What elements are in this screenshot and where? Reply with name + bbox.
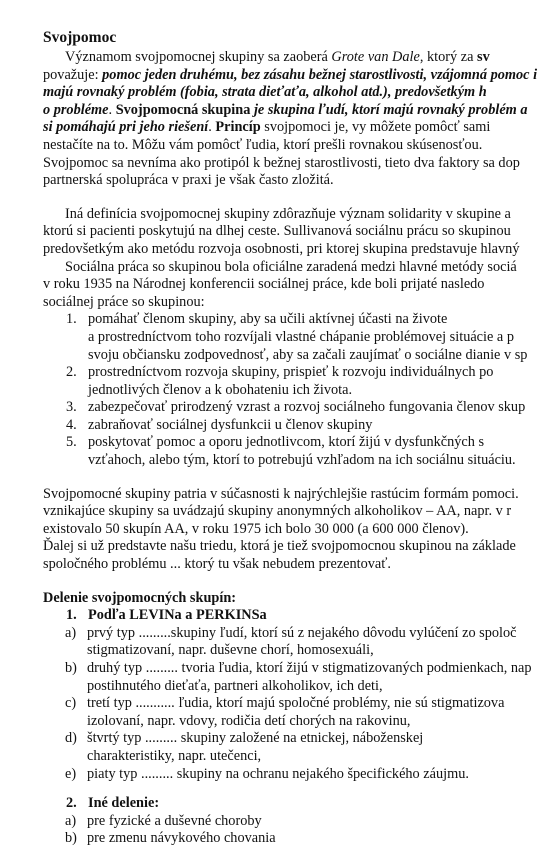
text-line: stigmatizovaní, napr. duševne chorí, homosexuáli,	[87, 642, 374, 659]
list-item	[43, 399, 542, 417]
definition-paragraph	[43, 206, 542, 312]
text-line: vzťahoch, alebo tým, ktorí to potrebujú vzhľadom na ich sociálnu situáciu.	[88, 452, 516, 469]
text-line: majú rovnaký problém (fobia, strata dieťaťa, alkohol atd.), predovšetkým h	[43, 84, 487, 101]
text-line: svoju občiansku zodpovednosť, aby sa začali zaujímať o sociálne dianie v sp	[88, 346, 528, 363]
intro-paragraph	[43, 49, 542, 190]
text-line: poskytovať pomoc a oporu jednotlivcom, ktorí žijú v dysfunkčných s	[88, 434, 485, 451]
growth-paragraph	[43, 486, 542, 574]
list-item	[43, 417, 542, 435]
item-number: 2.	[66, 364, 77, 381]
text-run: sv	[477, 49, 490, 65]
item-letter: a)	[65, 812, 77, 829]
item-letter: a)	[65, 624, 77, 641]
text-run: o probléme	[43, 101, 109, 118]
text-line: predovšetkým ako metódu rozvoja osobnosti, pri ktorej skupina predstavuje hlavný	[43, 240, 520, 257]
section-heading: Delenie svojpomocných skupín:	[43, 589, 237, 606]
item-number: 1.	[66, 311, 77, 328]
list-item	[43, 364, 542, 399]
text-line: pomáhať členom skupiny, aby sa učili aktívnej účasti na živote	[88, 311, 448, 328]
division-list	[43, 607, 542, 625]
document-page	[43, 28, 542, 848]
term-principle: Princíp	[215, 119, 261, 136]
text-line: v roku 1935 na Národnej konferencii sociálnej práce, kde boli prijaté nasledo	[43, 276, 485, 293]
list-item	[43, 830, 542, 848]
text-line: a prostredníctvom toho rozvíjali vlastné chápanie problémovej situácie a p	[88, 328, 514, 345]
text-line: tretí typ ........... ľudia, ktorí majú spoločné problémy, nie sú stigmatizova	[87, 695, 505, 712]
text-line: Iná definícia svojpomocnej skupiny zdôrazňuje význam solidarity v skupine a	[65, 205, 511, 222]
types-list	[43, 625, 542, 783]
list-item	[43, 625, 542, 660]
list-item	[43, 730, 542, 765]
item-number: 5.	[66, 434, 77, 451]
text-line	[43, 102, 542, 120]
text-line: spoločného problému ... ktorý tu však nebudem prezentovať.	[43, 556, 391, 573]
list-item	[43, 695, 542, 730]
text-line: zabraňovať sociálnej dysfunkcii u členov skupiny	[88, 416, 373, 433]
text-line: druhý typ ......... tvoria ľudia, ktorí žijú v stigmatizovaných podmienkach, nap	[87, 660, 532, 676]
text-line: štvrtý typ ......... skupiny založené na etnickej, náboženskej	[87, 730, 424, 747]
list-item	[43, 434, 542, 469]
division-section	[43, 590, 542, 848]
other-types-list	[43, 813, 542, 848]
document-title: Svojpomoc	[43, 29, 117, 46]
text-run: pomoc jeden druhému, bez zásahu bežnej starostlivosti, vzájomná pomoc i	[102, 66, 538, 83]
list-item	[43, 660, 542, 695]
text-line: sociálnej práce so skupinou:	[43, 293, 205, 310]
item-number: 2.	[66, 795, 77, 812]
text-line	[43, 49, 542, 67]
text-line: Ďalej si už predstavte našu triedu, ktorá je tiež svojpomocnou skupinou na základe	[43, 538, 516, 555]
text-line: prvý typ .........skupiny ľudí, ktorí sú z nejakého dôvodu vylúčení zo spoloč	[87, 624, 517, 641]
text-run: Významom svojpomocnej skupiny sa zaoberá	[65, 49, 332, 65]
text-line: pre fyzické a duševné choroby	[87, 812, 262, 829]
text-line: nestačíte na to. Môžu vám pomôcť ľudia, ktorí prešli rovnakou skúsenosťou.	[43, 136, 483, 153]
item-letter: e)	[65, 765, 77, 782]
text-line: ktorú si pacienti poskytujú na dlhej ceste. Sullivanová sociálnu prácu so skupinou	[43, 223, 511, 240]
list-item	[43, 795, 542, 813]
text-line: postihnutého dieťaťa, partneri alkoholikov, ich deti,	[87, 677, 383, 694]
text-line: zabezpečovať prirodzený vzrast a rozvoj sociálneho fungovania členov skup	[88, 399, 526, 416]
text-run: .	[208, 119, 216, 136]
list-item	[43, 607, 542, 625]
author-name: Grote van Dale	[331, 49, 420, 65]
list-item	[43, 766, 542, 784]
term-self-help-group: Svojpomocná skupina	[115, 101, 251, 118]
text-line: piaty typ ......... skupiny na ochranu nejakého špecifického záujmu.	[87, 765, 469, 782]
text-run: , ktorý za	[419, 49, 477, 65]
division-list	[43, 795, 542, 813]
list-item	[43, 813, 542, 831]
item-number: 3.	[66, 399, 77, 416]
text-run: je skupina ľudí, ktorí majú rovnaký problém a	[250, 101, 528, 118]
subsection-title: Podľa LEVINa a PERKINSa	[88, 607, 267, 624]
text-line	[43, 67, 542, 85]
text-run: .	[108, 101, 116, 118]
text-line: vznikajúce skupiny sa uvádzajú skupiny anonymných alkoholikov – AA, napr. v r	[43, 503, 512, 520]
text-line: partnerská spolupráca v praxi je však často zložitá.	[43, 172, 334, 189]
item-letter: b)	[65, 830, 77, 847]
text-line: jednotlivých členov a k obohateniu ich života.	[88, 381, 353, 398]
text-run: považuje:	[43, 66, 103, 83]
item-letter: b)	[65, 660, 77, 676]
item-letter: c)	[65, 695, 77, 712]
text-line: pre zmenu návykového chovania	[87, 830, 276, 847]
text-line: izolovaní, napr. vdovy, rodičia detí chorých na rakovinu,	[87, 712, 411, 729]
item-number: 4.	[66, 416, 77, 433]
text-line: existovalo 50 skupín AA, v roku 1975 ich bolo 30 000 (a 600 000 členov).	[43, 520, 469, 537]
item-number: 1.	[66, 607, 77, 624]
text-line: Svojpomocné skupiny patria v súčasnosti k najrýchlejšie rastúcim formám pomoci.	[43, 485, 519, 502]
text-line: Svojpomoc sa nevníma ako protipól k bežnej starostlivosti, tieto dva faktory sa dop	[43, 154, 520, 171]
subsection-title: Iné delenie:	[88, 795, 160, 812]
text-line	[43, 119, 542, 137]
text-line: prostredníctvom rozvoja skupiny, prispieť k rozvoju individuálnych po	[88, 364, 494, 381]
text-line: charakteristiky, napr. utečenci,	[87, 747, 262, 764]
text-line: Sociálna práca so skupinou bola oficiálne zaradená medzi hlavné metódy sociá	[65, 258, 517, 275]
text-run: svojpomoci je, vy môžete pomôcť sami	[260, 119, 491, 136]
item-letter: d)	[65, 730, 77, 747]
text-run: si pomáhajú pri jeho riešení	[43, 119, 209, 136]
goals-list	[43, 311, 542, 469]
list-item	[43, 311, 542, 364]
